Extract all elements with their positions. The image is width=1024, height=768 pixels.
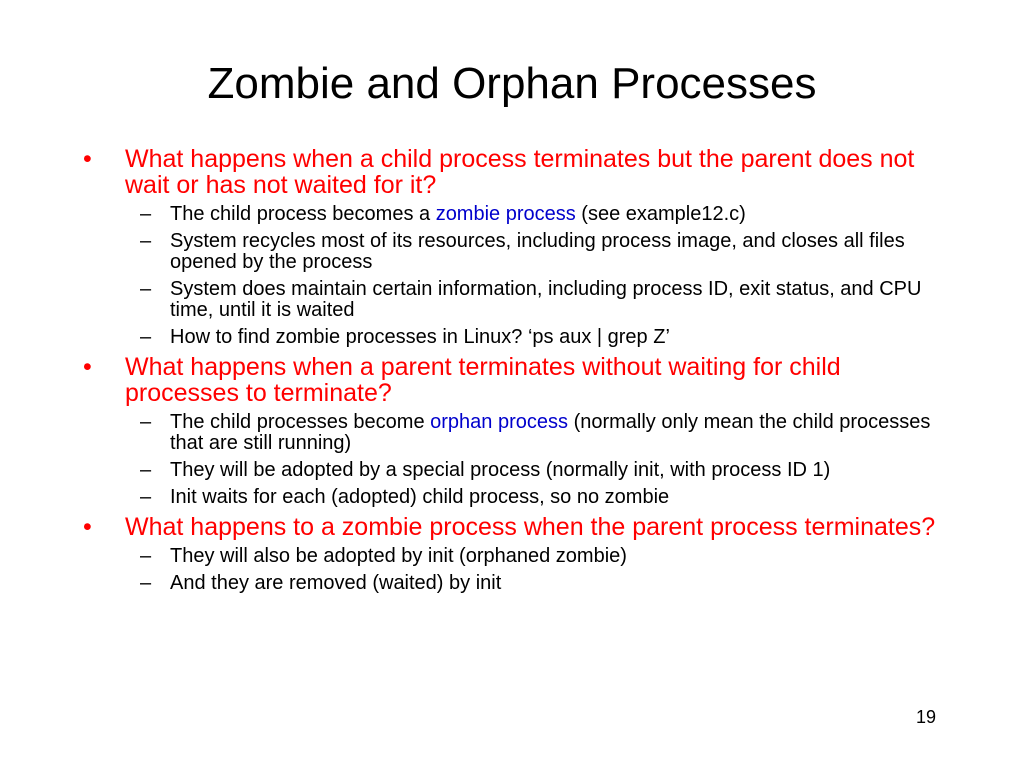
slide-content [80,146,960,600]
sub-point-text-before: The child processes become [170,411,431,433]
sub-point-text: And they are removed (waited) by init [170,572,502,594]
dash-icon: – [140,326,152,348]
sub-point-text: They will also be adopted by init (orphaned zombie) [170,545,627,567]
sub-point-text-before: The child process becomes a [170,203,436,225]
question-text: What happens when a child process terminates but the parent does not wait or has not waited for it? [125,145,915,199]
bullet-question [80,354,960,406]
sub-point [80,231,960,273]
bullet-section [80,146,960,348]
sub-point [80,279,960,321]
sub-point-text: How to find zombie processes in Linux? ‘ps aux | grep Z’ [170,326,670,348]
bullet-section [80,514,960,594]
sub-point [80,546,960,567]
dash-icon: – [140,411,152,433]
dash-icon: – [140,545,152,567]
sub-point-text: Init waits for each (adopted) child process, so no zombie [170,486,670,508]
sub-point-text-after: (normally only mean the child processes that are still running) [170,411,931,454]
slide-title: Zombie and Orphan Processes [207,59,817,108]
sub-point-text: System recycles most of its resources, including process image, and closes all files opened by the process [170,230,905,273]
sub-point-text: They will be adopted by a special process (normally init, with process ID 1) [170,459,831,481]
bullet-dot-icon: • [83,145,92,173]
dash-icon: – [140,486,152,508]
bullet-question [80,514,960,540]
dash-icon: – [140,459,152,481]
sub-point [80,487,960,508]
highlight-term: zombie process [435,203,576,225]
question-text: What happens when a parent terminates without waiting for child processes to terminate? [125,353,841,407]
dash-icon: – [140,572,152,594]
bullet-dot-icon: • [83,353,92,381]
sub-point [80,327,960,348]
highlight-term: orphan process [430,411,569,433]
sub-point [80,412,960,454]
dash-icon: – [140,278,152,300]
sub-point-text: System does maintain certain information, including process ID, exit status, and CPU time, until it is waited [170,278,922,321]
bullet-dot-icon: • [83,513,92,541]
bullet-question [80,146,960,198]
bullet-section [80,354,960,508]
sub-point-text-after: (see example12.c) [575,203,746,225]
page-number: 19 [915,707,936,727]
question-text: What happens to a zombie process when the parent process terminates? [125,513,936,541]
sub-point [80,460,960,481]
sub-point [80,573,960,594]
dash-icon: – [140,230,152,252]
dash-icon: – [140,203,152,225]
sub-point [80,204,960,225]
